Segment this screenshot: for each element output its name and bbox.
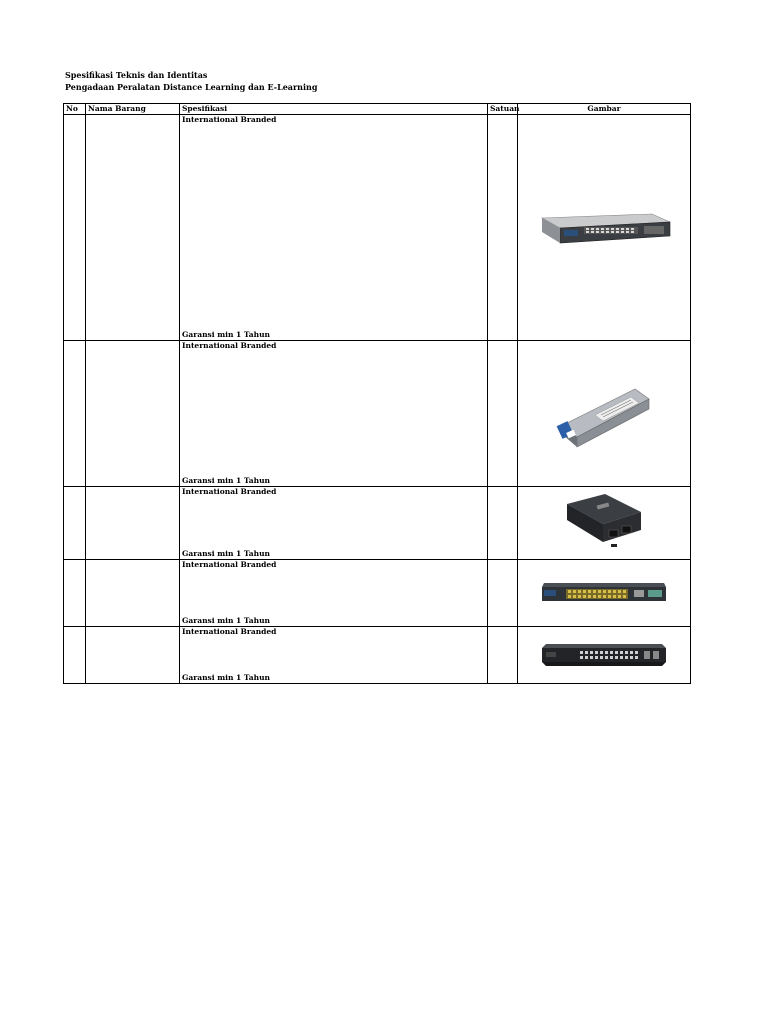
row-no <box>64 115 86 341</box>
row-nama-barang <box>86 627 180 684</box>
spec-brand-text: International Branded <box>182 560 277 569</box>
spec-warranty-text: Garansi min 1 Tahun <box>182 476 270 485</box>
row-no <box>64 560 86 627</box>
spec-warranty-text: Garansi min 1 Tahun <box>182 549 270 558</box>
row-nama-barang <box>86 487 180 560</box>
network-switch-icon <box>540 581 668 605</box>
row-gambar <box>518 115 691 341</box>
table-row <box>64 341 691 487</box>
document-title: Spesifikasi Teknis dan Identitas <box>65 70 208 80</box>
row-no <box>64 487 86 560</box>
header-spesifikasi: Spesifikasi <box>180 104 488 115</box>
row-satuan <box>488 560 518 627</box>
row-nama-barang <box>86 115 180 341</box>
spec-brand-text: International Branded <box>182 487 277 496</box>
table-header-row <box>64 104 691 115</box>
network-switch-icon <box>540 642 668 668</box>
row-spesifikasi <box>180 627 488 684</box>
row-spesifikasi <box>180 341 488 487</box>
spec-warranty-text: Garansi min 1 Tahun <box>182 330 270 339</box>
row-satuan <box>488 115 518 341</box>
row-spesifikasi <box>180 487 488 560</box>
row-no <box>64 627 86 684</box>
row-gambar <box>518 341 691 487</box>
row-no <box>64 341 86 487</box>
poe-injector-icon <box>559 490 649 556</box>
header-no: No <box>64 104 86 115</box>
spec-warranty-text: Garansi min 1 Tahun <box>182 673 270 682</box>
row-satuan <box>488 341 518 487</box>
row-spesifikasi <box>180 560 488 627</box>
header-satuan: Satuan <box>488 104 518 115</box>
row-nama-barang <box>86 341 180 487</box>
table-row <box>64 115 691 341</box>
row-spesifikasi <box>180 115 488 341</box>
row-satuan <box>488 627 518 684</box>
table-row <box>64 560 691 627</box>
spec-table <box>63 103 691 684</box>
sfp-transceiver-icon <box>549 369 659 459</box>
header-gambar: Gambar <box>518 104 691 115</box>
row-gambar <box>518 560 691 627</box>
spec-brand-text: International Branded <box>182 627 277 636</box>
table-row <box>64 487 691 560</box>
document-subtitle: Pengadaan Peralatan Distance Learning dan E-Learning <box>65 82 318 92</box>
spec-warranty-text: Garansi min 1 Tahun <box>182 616 270 625</box>
spec-brand-text: International Branded <box>182 341 277 350</box>
spec-brand-text: International Branded <box>182 115 277 124</box>
row-gambar <box>518 627 691 684</box>
header-nama-barang: Nama Barang <box>86 104 180 115</box>
row-satuan <box>488 487 518 560</box>
table-row <box>64 627 691 684</box>
row-gambar <box>518 487 691 560</box>
network-switch-icon <box>534 196 674 260</box>
row-nama-barang <box>86 560 180 627</box>
